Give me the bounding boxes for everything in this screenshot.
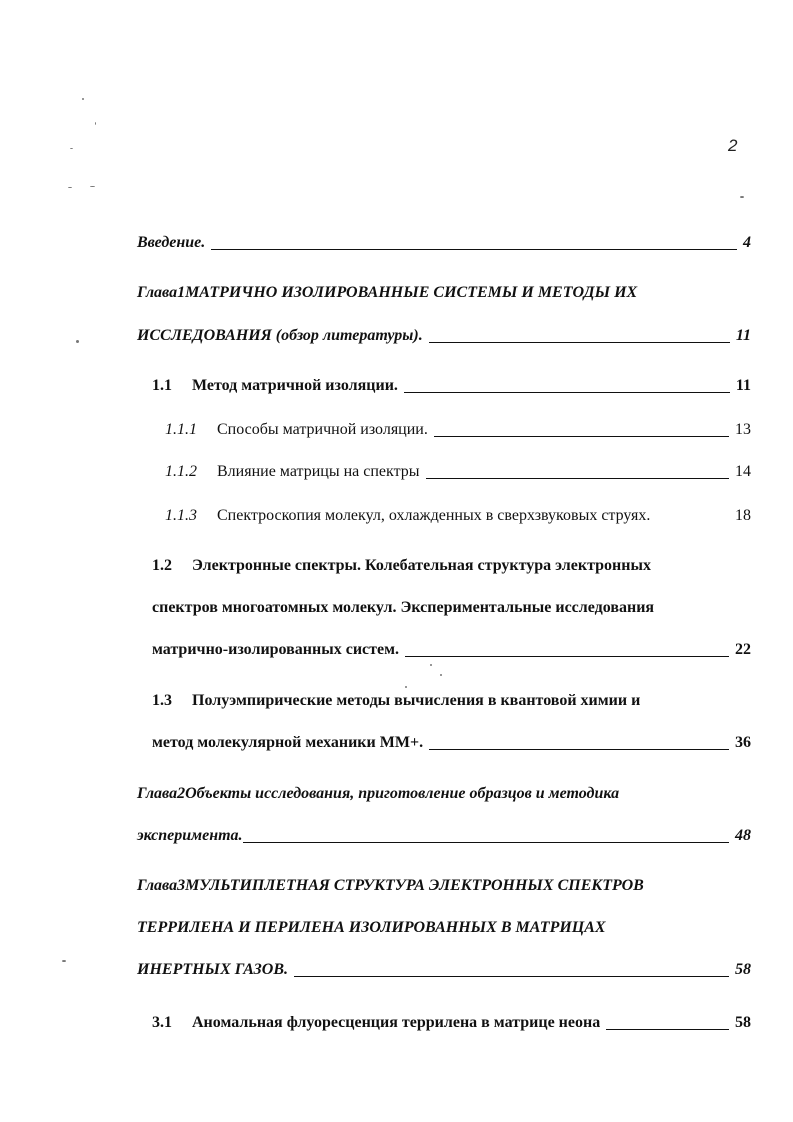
toc-leader [429,342,730,343]
toc-s3-1-num: 3.1 [152,1014,172,1031]
scan-speck [70,148,73,149]
toc-leader [405,656,729,657]
toc-s1-1-1 [165,420,751,440]
toc-s1-1-3-title: Спектроскопия молекул, охлажденных в сверхзвуковых струях. [217,507,651,524]
scan-speck [740,196,744,198]
toc-s1-3-page: 36 [735,734,751,751]
toc-ch3-line2: ТЕРРИЛЕНА И ПЕРИЛЕНА ИЗОЛИРОВАННЫХ В МАТРИЦАХ [137,919,606,936]
toc-leader [429,749,729,750]
scan-speck [62,960,66,962]
toc-s1-1-2-title-wrap [165,462,420,482]
toc-s1-1-2-num: 1.1.2 [165,463,197,480]
toc-leader [294,976,729,977]
toc-s1-3-line1: Полуэмпирические методы вычисления в квантовой химии и [192,692,641,709]
toc-leader [606,1029,729,1030]
toc-ch2-line1: Глава2Объекты исследования, приготовление образцов и методика [137,785,620,802]
toc-ch3-page: 58 [735,961,751,978]
toc-ch1-line1: Глава1МАТРИЧНО ИЗОЛИРОВАННЫЕ СИСТЕМЫ И МЕТОДЫ ИХ [137,284,638,301]
toc-s1-1-1-num: 1.1.1 [165,421,197,438]
toc-ch2-line2: эксперимента. [137,827,243,844]
scan-speck [68,187,72,188]
toc-s1-1-title-wrap [152,376,398,396]
toc-ch1-page: 11 [735,327,751,344]
toc-leader [426,478,730,479]
toc-s1-2-line3: матрично-изолированных систем. [152,641,400,658]
toc-s1-2-line2: спектров многоатомных молекул. Экспериментальные исследования [152,599,655,616]
toc-intro [137,233,751,253]
toc-leader [404,392,730,393]
toc-s1-2-line1: Электронные спектры. Колебательная структура электронных [192,557,651,574]
toc-s1-1-2-title: Влияние матрицы на спектры [217,463,420,480]
toc-ch3 [137,960,751,980]
page-number: 2 [728,136,738,155]
scan-speck [76,340,79,343]
scan-speck [430,664,432,666]
toc-s1-1-2-page: 14 [735,463,751,480]
toc-s1-3-line2: метод молекулярной механики ММ+. [152,734,424,751]
toc-s1-1-1-title: Способы матричной изоляции. [217,421,428,438]
toc-intro-title: Введение. [137,234,206,251]
scan-speck [95,122,96,125]
toc-s3-1-title-wrap [152,1013,600,1033]
toc-s1-1-num: 1.1 [152,377,172,394]
scan-speck [405,686,407,688]
toc-ch3-line3: ИНЕРТНЫХ ГАЗОВ. [137,961,289,978]
toc-leader [211,249,737,250]
toc-s1-2 [152,640,751,660]
toc-s1-2-num: 1.2 [152,557,172,574]
toc-ch1 [137,326,751,346]
toc-s1-3-line1-wrap [152,691,640,711]
toc-s1-1-3-page: 18 [735,507,751,524]
toc-s1-1-3-title-wrap [165,506,650,526]
toc-s1-1-1-title-wrap [165,420,428,440]
toc-leader [434,436,729,437]
toc-s3-1-title: Аномальная флуоресценция террилена в матрице неона [192,1014,601,1031]
scan-speck [90,186,95,187]
toc-s1-1-3 [165,506,751,526]
toc-s1-1 [152,376,751,396]
toc-s3-1 [152,1013,751,1033]
toc-s1-1-2 [165,462,751,482]
toc-ch2 [137,826,751,846]
scan-speck [82,98,84,100]
toc-s1-3-num: 1.3 [152,692,172,709]
toc-ch3-line1: Глава3МУЛЬТИПЛЕТНАЯ СТРУКТУРА ЭЛЕКТРОННЫХ СПЕКТРОВ [137,877,644,894]
toc-s1-1-page: 11 [735,377,751,394]
toc-ch2-page: 48 [735,827,751,844]
toc-s1-1-3-num: 1.1.3 [165,507,197,524]
toc-leader [243,842,729,843]
toc-s1-2-line1-wrap [152,556,651,576]
toc-ch1-line2: ИССЛЕДОВАНИЯ (обзор литературы). [137,327,423,344]
toc-s1-1-title: Метод матричной изоляции. [192,377,398,394]
toc-s1-1-1-page: 13 [735,421,751,438]
scan-speck [440,674,442,676]
toc-intro-page: 4 [743,234,751,251]
toc-s3-1-page: 58 [735,1014,751,1031]
toc-s1-3 [152,733,751,753]
toc-s1-2-page: 22 [735,641,751,658]
